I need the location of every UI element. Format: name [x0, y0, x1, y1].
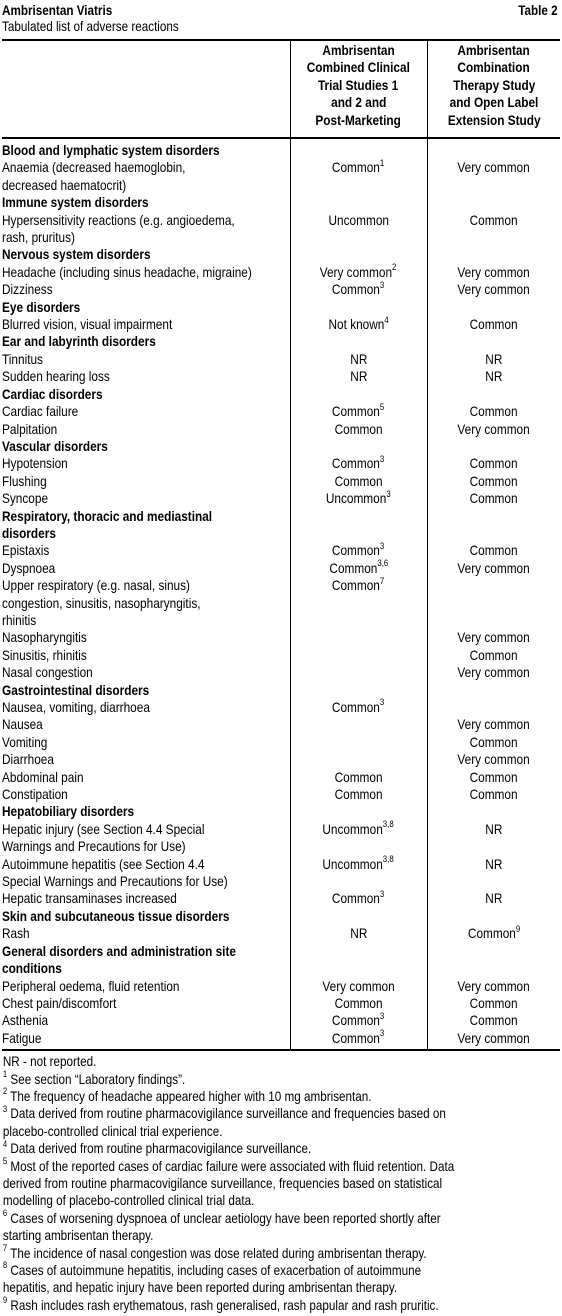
category-label: Skin and subcutaneous tissue disorders [2, 908, 230, 924]
frequency-combination-therapy [427, 333, 560, 350]
category-row [2, 386, 560, 403]
reaction-row [2, 751, 560, 768]
frequency-combination-therapy [427, 786, 560, 803]
frequency-value: Common [469, 317, 518, 333]
footnote-line: $^2$ The frequency of headache appeared higher with 10 mg ambrisentan. [2, 1086, 372, 1104]
reaction-label: Syncope [2, 491, 49, 507]
frequency-combined-trials [290, 159, 427, 194]
category-row [2, 194, 560, 211]
frequency-combined-trials [290, 908, 427, 925]
footnote-ref: 7 [380, 575, 385, 586]
frequency-combined-trials [290, 508, 427, 543]
frequency-combination-therapy [427, 560, 560, 577]
frequency-combination-therapy [427, 995, 560, 1012]
frequency-value: Very common [457, 752, 530, 768]
reaction-row [2, 403, 560, 420]
reaction-row [2, 925, 560, 942]
reaction-row [2, 769, 560, 786]
frequency-value: Uncommon [322, 856, 384, 872]
reaction-row [2, 629, 560, 646]
footnote-line: $^9$ Rash includes rash erythematous, rash generalised, rash papular and rash pruritic. [2, 1295, 439, 1313]
frequency-value: Common [469, 769, 518, 785]
frequency-value: NR [349, 369, 368, 385]
reaction-label: Nasal congestion [2, 665, 93, 681]
reaction-label: Palpitation [2, 421, 58, 437]
frequency-value: Common [469, 404, 518, 420]
category-label: Blood and lymphatic system disorders [2, 143, 220, 158]
category-label: General disorders and administration site conditions [2, 943, 236, 977]
reaction-label: Abdominal pain [2, 769, 84, 785]
category-label: Ear and labyrinth disorders [2, 334, 156, 350]
frequency-combined-trials [290, 455, 427, 472]
footnote-ref: 3 [380, 279, 385, 290]
frequency-value: NR [349, 926, 368, 942]
reaction-label: Hypotension [2, 456, 68, 472]
frequency-combination-therapy [427, 246, 560, 263]
reaction-label: Peripheral oedema, fluid retention [2, 978, 180, 994]
reaction-row [2, 664, 560, 681]
frequency-value: Common [332, 543, 381, 559]
frequency-combined-trials [290, 421, 427, 438]
reaction-label: Diarrhoea [2, 752, 54, 768]
frequency-value: Uncommon [322, 821, 384, 837]
table-body [2, 138, 560, 1050]
frequency-combination-therapy [427, 856, 560, 891]
frequency-combination-therapy [427, 1012, 560, 1029]
category-label: Gastrointestinal disorders [2, 682, 150, 698]
frequency-combined-trials [290, 629, 427, 646]
frequency-combination-therapy [427, 682, 560, 699]
reaction-row [2, 351, 560, 368]
footnote-ref: 2 [392, 262, 397, 273]
frequency-combination-therapy [427, 890, 560, 907]
footnote-line: $^3$ Data derived from routine pharmacovigilance surveillance and frequencies based on [2, 1103, 446, 1122]
reaction-label: Dizziness [2, 282, 53, 298]
reaction-row [2, 490, 560, 507]
frequency-combined-trials [290, 212, 427, 247]
frequency-value: Common [332, 160, 381, 176]
frequency-combined-trials [290, 490, 427, 507]
reaction-label: Blurred vision, visual impairment [2, 317, 173, 333]
frequency-combined-trials [290, 821, 427, 856]
footnote-line: hepatitis, and hepatic injury have been reported during ambrisentan therapy. [2, 1280, 398, 1296]
frequency-combined-trials [290, 403, 427, 420]
reaction-label: Hypersensitivity reactions (e.g. angioedema, rash, pruritus) [2, 212, 235, 246]
frequency-combination-therapy [427, 699, 560, 716]
frequency-combined-trials [290, 138, 427, 159]
frequency-value: Very common [322, 978, 395, 994]
reaction-row [2, 421, 560, 438]
frequency-combination-therapy [427, 925, 560, 942]
frequency-combined-trials [290, 316, 427, 333]
frequency-combination-therapy [427, 664, 560, 681]
frequency-combined-trials [290, 734, 427, 751]
frequency-value: Common [469, 456, 518, 472]
frequency-value: Common [332, 891, 381, 907]
reaction-row [2, 978, 560, 995]
reaction-label: Upper respiratory (e.g. nasal, sinus) congestion, sinusitis, nasopharyngitis, rhinitis [2, 578, 201, 628]
reaction-row [2, 577, 560, 629]
frequency-combined-trials [290, 386, 427, 403]
reaction-label: Flushing [2, 473, 47, 489]
frequency-value: NR [485, 351, 503, 367]
frequency-combined-trials [290, 978, 427, 995]
frequency-value: Very common [457, 421, 530, 437]
frequency-combination-therapy [427, 351, 560, 368]
reaction-row [2, 716, 560, 733]
category-label: Respiratory, thoracic and mediastinal disorders [2, 508, 213, 541]
reaction-label: Fatigue [2, 1030, 290, 1050]
footnote-ref: 3,6 [377, 558, 388, 569]
reaction-label: Hepatic injury (see Section 4.4 Special Warnings and Precautions for Use) [2, 821, 205, 855]
reaction-row [2, 264, 560, 281]
frequency-combined-trials [290, 1012, 427, 1029]
header-blank-cell [2, 40, 290, 138]
frequency-combined-trials [290, 664, 427, 681]
frequency-combination-therapy [427, 473, 560, 490]
frequency-combination-therapy [427, 803, 560, 820]
footnote-line: $^4$ Data derived from routine pharmacovigilance surveillance. [2, 1138, 312, 1157]
reaction-row [2, 1030, 560, 1050]
reaction-row [2, 316, 560, 333]
frequency-combined-trials [290, 925, 427, 942]
frequency-combined-trials [290, 542, 427, 559]
frequency-combined-trials [290, 351, 427, 368]
footnote-ref: 3 [380, 1010, 385, 1021]
frequency-combination-therapy [427, 159, 560, 194]
footnote-number: 8 [2, 1260, 8, 1271]
frequency-value: Very common [457, 665, 530, 681]
reaction-label: Autoimmune hepatitis (see Section 4.4 Special Warnings and Precautions for Use) [2, 856, 228, 890]
footnote-number: 1 [2, 1069, 8, 1079]
document-header [2, 3, 558, 19]
frequency-value: Common [332, 700, 381, 715]
category-row [2, 138, 560, 159]
category-row [2, 438, 560, 455]
frequency-combination-therapy [427, 508, 560, 543]
frequency-value: Common [332, 1030, 381, 1046]
category-label: Hepatobiliary disorders [2, 804, 135, 820]
footnote-ref: 3 [380, 1028, 385, 1039]
category-row [2, 803, 560, 820]
frequency-value: Common [469, 734, 518, 750]
frequency-value: Common [332, 456, 381, 472]
category-label: Cardiac disorders [2, 386, 103, 402]
frequency-combination-therapy [427, 978, 560, 995]
frequency-value: Very common [457, 264, 530, 280]
category-row [2, 299, 560, 316]
reaction-row [2, 821, 560, 856]
frequency-combination-therapy [427, 194, 560, 211]
reaction-label: Rash [2, 926, 30, 942]
reaction-label: Chest pain/discomfort [2, 995, 117, 1011]
category-row [2, 908, 560, 925]
footnote-ref: 1 [380, 157, 385, 168]
reaction-label: Tinnitus [2, 351, 43, 367]
reaction-row [2, 786, 560, 803]
footnote-line: starting ambrisentan therapy. [2, 1228, 154, 1244]
frequency-combination-therapy [427, 299, 560, 316]
frequency-value: Common [334, 995, 383, 1011]
footnote-line: $^6$ Cases of worsening dyspnoea of unclear aetiology have been reported shortly after [2, 1208, 441, 1226]
reaction-label: Cardiac failure [2, 404, 79, 420]
reaction-row [2, 281, 560, 298]
reaction-row [2, 734, 560, 751]
frequency-value: Common [332, 404, 381, 420]
frequency-combined-trials [290, 246, 427, 263]
frequency-combination-therapy [427, 138, 560, 159]
frequency-combination-therapy [427, 629, 560, 646]
frequency-combined-trials [290, 856, 427, 891]
footnote-ref: 3 [380, 697, 385, 708]
frequency-combination-therapy [427, 212, 560, 247]
frequency-combination-therapy [427, 386, 560, 403]
footnote-number: 4 [2, 1138, 8, 1149]
column-header-combination-therapy: Ambrisentan Combination Therapy Study and Open Label Extension Study [427, 40, 560, 138]
category-label: Eye disorders [2, 299, 81, 315]
category-label: Nervous system disorders [2, 247, 151, 263]
frequency-combination-therapy [427, 316, 560, 333]
frequency-combination-therapy [427, 421, 560, 438]
frequency-combined-trials [290, 699, 427, 716]
frequency-value: NR [485, 856, 503, 872]
frequency-combination-therapy [427, 455, 560, 472]
category-label: Vascular disorders [2, 438, 108, 454]
reaction-row [2, 368, 560, 385]
frequency-combined-trials [290, 803, 427, 820]
category-row [2, 333, 560, 350]
category-row [2, 246, 560, 263]
frequency-value: Very common [457, 560, 530, 576]
reaction-label: Vomiting [2, 734, 48, 750]
category-row [2, 943, 560, 978]
frequency-value: Very common [320, 264, 393, 280]
footnote-ref: 4 [384, 314, 389, 325]
frequency-value: NR [485, 821, 503, 837]
footnote-ref: 3,8 [383, 819, 395, 830]
frequency-combined-trials [290, 577, 427, 629]
frequency-value: Uncommon [328, 212, 389, 228]
frequency-combination-therapy [427, 281, 560, 298]
footnote-line: $^8$ Cases of autoimmune hepatitis, including cases of exacerbation of autoimmune [2, 1260, 422, 1278]
frequency-combined-trials [290, 786, 427, 803]
frequency-combination-therapy [427, 490, 560, 507]
frequency-value: Very common [457, 630, 530, 646]
reaction-row [2, 560, 560, 577]
frequency-combined-trials [290, 647, 427, 664]
frequency-value: Common [469, 787, 518, 803]
frequency-value: Common [332, 578, 381, 594]
footnote-number: 9 [2, 1295, 8, 1306]
category-row [2, 682, 560, 699]
reaction-label: Nasopharyngitis [2, 630, 87, 646]
frequency-combined-trials [290, 716, 427, 733]
frequency-combined-trials [290, 473, 427, 490]
frequency-combination-therapy [427, 908, 560, 925]
footnote-ref: 3 [380, 540, 385, 551]
frequency-value: NR [349, 351, 368, 367]
reaction-row [2, 455, 560, 472]
frequency-value: Common [469, 491, 518, 507]
reaction-row [2, 856, 560, 891]
reaction-label: Asthenia [2, 1013, 49, 1029]
reaction-row [2, 890, 560, 907]
frequency-combination-therapy [427, 734, 560, 751]
reaction-row [2, 212, 560, 247]
footnote-line: placebo-controlled clinical trial experience. [2, 1123, 223, 1139]
reaction-label: Nausea [2, 717, 43, 733]
frequency-combination-therapy [427, 438, 560, 455]
frequency-value: Common [469, 543, 518, 559]
frequency-combined-trials [290, 281, 427, 298]
frequency-combined-trials [290, 995, 427, 1012]
frequency-combination-therapy [427, 821, 560, 856]
frequency-combination-therapy [427, 716, 560, 733]
reaction-label: Constipation [2, 787, 68, 803]
frequency-combined-trials [290, 769, 427, 786]
document [2, 3, 559, 1314]
footnote-line: modelling of placebo-controlled clinical trial data. [2, 1193, 255, 1209]
reaction-label: Sudden hearing loss [2, 369, 110, 385]
frequency-combined-trials [290, 1030, 427, 1050]
frequency-combination-therapy [427, 1030, 560, 1050]
category-label: Immune system disorders [2, 195, 149, 211]
frequency-combined-trials [290, 333, 427, 350]
frequency-value: Common [332, 1013, 381, 1029]
document-title: Ambrisentan Viatris [2, 3, 113, 18]
frequency-value: Very common [457, 717, 530, 733]
frequency-value: Common [467, 926, 516, 942]
frequency-combined-trials [290, 194, 427, 211]
frequency-combination-therapy [427, 542, 560, 559]
frequency-value: Very common [457, 282, 530, 298]
frequency-combination-therapy [427, 577, 560, 629]
footnote-number: 5 [2, 1156, 8, 1167]
frequency-combined-trials [290, 299, 427, 316]
adverse-reactions-table [2, 39, 560, 1051]
frequency-combined-trials [290, 890, 427, 907]
reaction-label: Headache (including sinus headache, migraine) [2, 264, 252, 280]
reaction-label: Nausea, vomiting, diarrhoea [2, 700, 150, 715]
footnote-ref: 3,8 [383, 854, 395, 865]
frequency-combined-trials [290, 368, 427, 385]
frequency-value: Uncommon [326, 491, 387, 507]
footnote-number: 6 [2, 1208, 8, 1219]
reaction-row [2, 473, 560, 490]
footnote-ref: 9 [515, 923, 520, 934]
frequency-combination-therapy [427, 368, 560, 385]
frequency-value: Common [469, 212, 518, 228]
frequency-value: Common [334, 787, 383, 803]
frequency-combination-therapy [427, 769, 560, 786]
footnote-line: $^1$ See section “Laboratory findings”. [2, 1069, 186, 1087]
frequency-combined-trials [290, 438, 427, 455]
footnote-ref: 3 [380, 453, 385, 464]
frequency-value: Common [334, 473, 383, 489]
reaction-row [2, 159, 560, 194]
frequency-value: Very common [457, 1030, 530, 1046]
frequency-combined-trials [290, 560, 427, 577]
table-caption: Tabulated list of adverse reactions [2, 19, 179, 34]
frequency-value: Common [334, 769, 383, 785]
frequency-value: Not known [328, 317, 385, 333]
frequency-combination-therapy [427, 403, 560, 420]
reaction-row [2, 647, 560, 664]
frequency-value: Common [469, 647, 518, 663]
frequency-value: NR [485, 369, 503, 385]
frequency-value: Common [334, 421, 383, 437]
footnote-line: derived from routine pharmacovigilance surveillance, frequencies based on statistical [2, 1175, 443, 1191]
frequency-combination-therapy [427, 943, 560, 978]
frequency-value: Very common [457, 160, 530, 176]
table-label: Table 2 [518, 3, 558, 18]
footnote-line: NR - not reported. [2, 1054, 97, 1070]
reaction-label: Hepatic transaminases increased [2, 891, 177, 907]
footnote-line: $^5$ Most of the reported cases of cardiac failure were associated with fluid retention. Data [2, 1156, 455, 1174]
frequency-value: NR [485, 891, 503, 907]
frequency-combination-therapy [427, 264, 560, 281]
footnotes [2, 1053, 559, 1314]
reaction-row [2, 542, 560, 559]
column-header-combined-trials: Ambrisentan Combined Clinical Trial Studies 1 and 2 and Post-Marketing [290, 40, 427, 138]
frequency-combined-trials [290, 751, 427, 768]
reaction-row [2, 699, 560, 716]
reaction-row [2, 995, 560, 1012]
reaction-label: Anaemia (decreased haemoglobin, decreased haematocrit) [2, 160, 186, 193]
footnote-ref: 5 [380, 401, 385, 412]
frequency-value: Common [469, 995, 518, 1011]
frequency-value: Common [332, 282, 381, 298]
footnote-ref: 3 [386, 488, 391, 499]
footnote-ref: 3 [380, 888, 385, 899]
frequency-combined-trials [290, 682, 427, 699]
frequency-combination-therapy [427, 647, 560, 664]
reaction-label: Dyspnoea [2, 560, 56, 576]
reaction-label: Epistaxis [2, 543, 50, 559]
footnote-number: 2 [2, 1086, 8, 1097]
frequency-combined-trials [290, 264, 427, 281]
reaction-row [2, 1012, 560, 1029]
reaction-label: Sinusitis, rhinitis [2, 647, 87, 663]
footnote-line: $^7$ The incidence of nasal congestion was dose related during ambrisentan therapy. [2, 1243, 427, 1261]
footnote-number: 3 [2, 1103, 8, 1114]
table-header-row [2, 40, 560, 138]
frequency-value: Common [469, 1013, 518, 1029]
footnote-number: 7 [2, 1243, 8, 1254]
frequency-combination-therapy [427, 751, 560, 768]
category-row [2, 508, 560, 543]
frequency-value: Common [329, 560, 378, 576]
frequency-value: Very common [457, 978, 530, 994]
frequency-value: Common [469, 473, 518, 489]
frequency-combined-trials [290, 943, 427, 978]
